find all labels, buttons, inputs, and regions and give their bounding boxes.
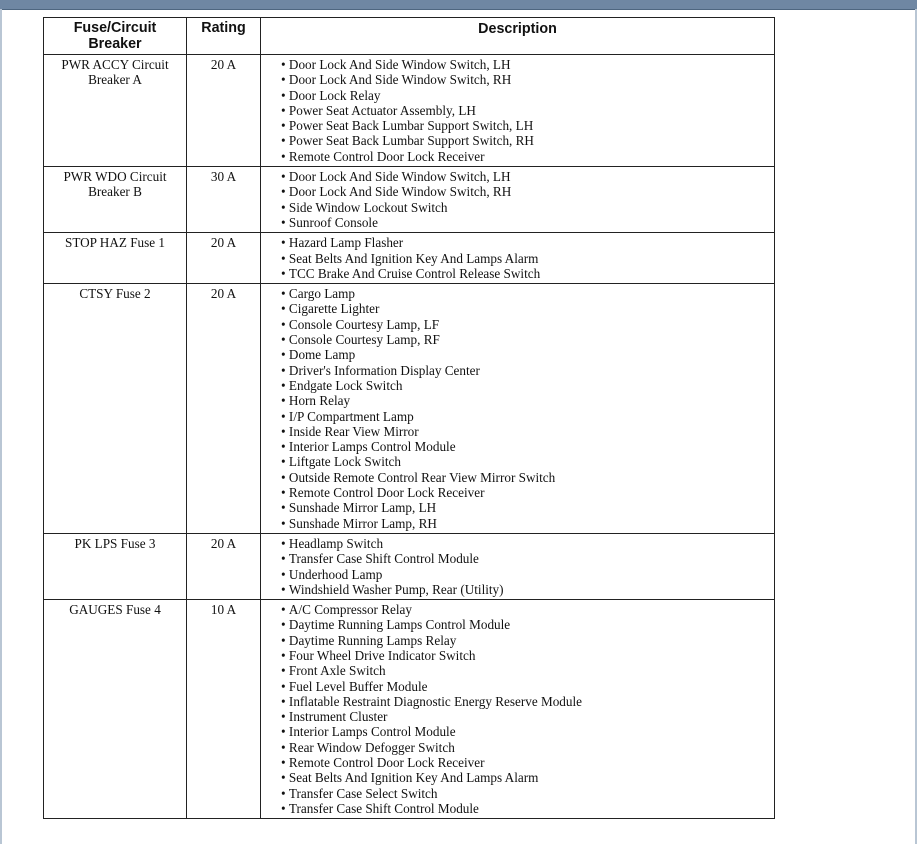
list-item: • Endgate Lock Switch <box>281 378 770 393</box>
rating-cell: 20 A <box>187 55 261 167</box>
header-rating: Rating <box>187 18 261 55</box>
list-item: • Inside Rear View Mirror <box>281 424 770 439</box>
list-item: • Horn Relay <box>281 393 770 408</box>
list-item: • Instrument Cluster <box>281 709 770 724</box>
list-item: • Inflatable Restraint Diagnostic Energy Reserve Module <box>281 694 770 709</box>
fuse-name-cell: CTSY Fuse 2 <box>44 284 187 534</box>
list-item: • TCC Brake And Cruise Control Release Switch <box>281 266 770 281</box>
description-cell <box>261 233 775 284</box>
list-item: • Underhood Lamp <box>281 567 770 582</box>
description-cell <box>261 55 775 167</box>
list-item: • A/C Compressor Relay <box>281 602 770 617</box>
list-item: • Sunshade Mirror Lamp, LH <box>281 500 770 515</box>
list-item: • Front Axle Switch <box>281 663 770 678</box>
list-item: • Transfer Case Shift Control Module <box>281 801 770 816</box>
list-item: • I/P Compartment Lamp <box>281 409 770 424</box>
list-item: • Daytime Running Lamps Control Module <box>281 617 770 632</box>
rating-cell: 20 A <box>187 284 261 534</box>
list-item: • Power Seat Back Lumbar Support Switch, RH <box>281 133 770 148</box>
description-list <box>281 536 770 597</box>
list-item: • Door Lock And Side Window Switch, LH <box>281 57 770 72</box>
header-fuse-circuit-breaker: Fuse/Circuit Breaker <box>44 18 187 55</box>
table-row <box>44 533 775 599</box>
fuse-name-cell: PK LPS Fuse 3 <box>44 533 187 599</box>
fuse-name-cell: GAUGES Fuse 4 <box>44 600 187 819</box>
window-top-bar <box>0 0 917 10</box>
table-row <box>44 284 775 534</box>
list-item: • Power Seat Actuator Assembly, LH <box>281 103 770 118</box>
list-item: • Side Window Lockout Switch <box>281 200 770 215</box>
list-item: • Console Courtesy Lamp, RF <box>281 332 770 347</box>
list-item: • Four Wheel Drive Indicator Switch <box>281 648 770 663</box>
list-item: • Door Lock Relay <box>281 88 770 103</box>
fuse-name-cell: STOP HAZ Fuse 1 <box>44 233 187 284</box>
list-item: • Sunshade Mirror Lamp, RH <box>281 516 770 531</box>
table-header-row <box>44 18 775 55</box>
list-item: • Cargo Lamp <box>281 286 770 301</box>
list-item: • Seat Belts And Ignition Key And Lamps Alarm <box>281 251 770 266</box>
list-item: • Sunroof Console <box>281 215 770 230</box>
fuse-name-cell: PWR WDO Circuit Breaker B <box>44 167 187 233</box>
list-item: • Fuel Level Buffer Module <box>281 679 770 694</box>
list-item: • Headlamp Switch <box>281 536 770 551</box>
table-row <box>44 233 775 284</box>
header-description: Description <box>261 18 775 55</box>
list-item: • Liftgate Lock Switch <box>281 454 770 469</box>
list-item: • Door Lock And Side Window Switch, RH <box>281 184 770 199</box>
description-list <box>281 286 770 531</box>
list-item: • Door Lock And Side Window Switch, RH <box>281 72 770 87</box>
list-item: • Rear Window Defogger Switch <box>281 740 770 755</box>
list-item: • Remote Control Door Lock Receiver <box>281 755 770 770</box>
fuse-table <box>43 17 775 819</box>
fuse-name-cell: PWR ACCY Circuit Breaker A <box>44 55 187 167</box>
list-item: • Remote Control Door Lock Receiver <box>281 149 770 164</box>
list-item: • Seat Belts And Ignition Key And Lamps Alarm <box>281 770 770 785</box>
list-item: • Outside Remote Control Rear View Mirror Switch <box>281 470 770 485</box>
list-item: • Cigarette Lighter <box>281 301 770 316</box>
list-item: • Door Lock And Side Window Switch, LH <box>281 169 770 184</box>
list-item: • Transfer Case Select Switch <box>281 786 770 801</box>
table-row <box>44 55 775 167</box>
list-item: • Transfer Case Shift Control Module <box>281 551 770 566</box>
list-item: • Power Seat Back Lumbar Support Switch, LH <box>281 118 770 133</box>
list-item: • Dome Lamp <box>281 347 770 362</box>
rating-cell: 20 A <box>187 533 261 599</box>
list-item: • Daytime Running Lamps Relay <box>281 633 770 648</box>
list-item: • Driver's Information Display Center <box>281 363 770 378</box>
description-cell <box>261 284 775 534</box>
description-list <box>281 57 770 164</box>
rating-cell: 10 A <box>187 600 261 819</box>
rating-cell: 20 A <box>187 233 261 284</box>
description-list <box>281 235 770 281</box>
list-item: • Windshield Washer Pump, Rear (Utility) <box>281 582 770 597</box>
list-item: • Remote Control Door Lock Receiver <box>281 485 770 500</box>
list-item: • Interior Lamps Control Module <box>281 439 770 454</box>
table-row <box>44 600 775 819</box>
description-cell <box>261 600 775 819</box>
table-body <box>44 55 775 819</box>
description-cell <box>261 167 775 233</box>
rating-cell: 30 A <box>187 167 261 233</box>
description-list <box>281 602 770 816</box>
list-item: • Console Courtesy Lamp, LF <box>281 317 770 332</box>
description-list <box>281 169 770 230</box>
list-item: • Hazard Lamp Flasher <box>281 235 770 250</box>
description-cell <box>261 533 775 599</box>
table-row <box>44 167 775 233</box>
list-item: • Interior Lamps Control Module <box>281 724 770 739</box>
window-left-border <box>0 9 2 844</box>
